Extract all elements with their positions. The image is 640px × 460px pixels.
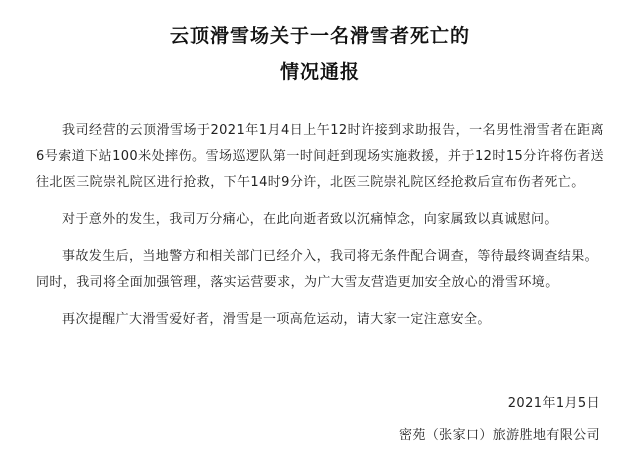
paragraph-investigation: 事故发生后，当地警方和相关部门已经介入，我司将无条件配合调查，等待最终调查结果。	[62, 249, 599, 264]
paragraph-incident: 我司经营的云顶滑雪场于2021年1月4日上午12时许接到求助报告，一名男性滑雪者在距离6号索道下站100米处摔伤。雪场巡逻队第一时间赶到现场实施救援，并于12时15分许将伤者送往北医三院崇礼院区进行抢救，下午14时9分许，北医三院崇礼院区经抢救后宣布伤者死亡。	[36, 123, 604, 190]
notice-date: 2021年1月5日	[507, 396, 600, 411]
notice-subtitle: 情况通报	[279, 61, 360, 83]
paragraph-safety-reminder: 再次提醒广大滑雪爱好者，滑雪是一项高危运动，请大家一定注意安全。	[62, 312, 491, 327]
notice-title: 云顶滑雪场关于一名滑雪者死亡的	[169, 25, 470, 47]
notice-signer: 密苑（张家口）旅游胜地有限公司	[398, 428, 600, 443]
notice-body	[36, 118, 604, 333]
paragraph-management: 同时，我司将全面加强管理，落实运营要求，为广大雪友营造更加安全放心的滑雪环境。	[36, 275, 559, 290]
paragraph-condolence: 对于意外的发生，我司万分痛心，在此向逝者致以沉痛悼念，向家属致以真诚慰问。	[62, 212, 558, 227]
